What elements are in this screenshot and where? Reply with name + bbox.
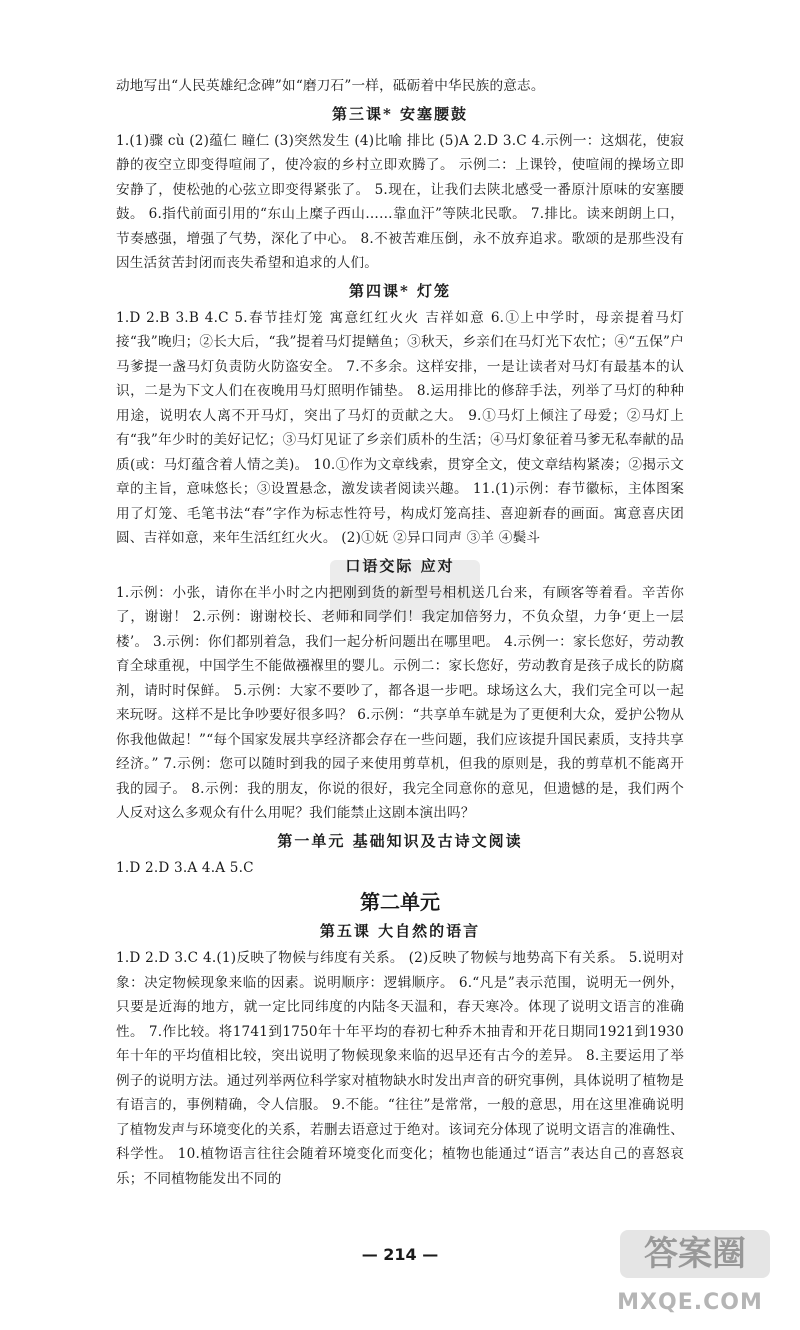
answer-paragraph: 1.D 2.B 3.B 4.C 5.春节挂灯笼 寓意红红火火 吉祥如意 6.①上中学时，母亲提着马灯接“我”晚归；②长大后，“我”提着马灯提鳝鱼；③秋天，乡亲们在马灯光下农忙；④“五保”户马爹提一盏马灯负责防火防盗安全。 7.不多余。这样安排，一是让读者对马灯有最基本的认识，二是为下文人们在夜晚用马灯照明作铺垫。 8.运用排比的修辞手法，列举了马灯的种种用途，说明农人离不开马灯，突出了马灯的贡献之大。 9.①马灯上倾注了母爱；②马灯上有“我”年少时的美好记忆；③马灯见证了乡亲们质朴的生活；④马灯象征着马爹无私奉献的品质(或：马灯蕴含着人情之美)。 10.①作为文章线索，贯穿全文，使文章结构紧凑；②揭示文章的主旨，意味悠长；③设置悬念，激发读者阅读兴趣。 11.(1)示例：春节徽标，主体图案用了灯笼、毛笔书法“春”字作为标志性符号，构成灯笼高挂、喜迎新春的画面。寓意喜庆团圆、吉祥如意，来年生活红红火火。 (2)①妩 ②异口同声 ③羊 ④鬓斗 <box>116 309 684 546</box>
lesson-heading: 第五课 大自然的语言 <box>319 922 481 940</box>
answer-paragraph: 1.(1)骤 cù (2)蕴仁 瞳仁 (3)突然发生 (4)比喻 排比 (5)A 2.D 3.C 4.示例一：这烟花，使寂静的夜空立即变得喧闹了，使冷寂的乡村立即欢腾了。 示例二：上课铃，使喧闹的操场立即安静了，使松弛的心弦立即变得紧张了。 5.现在，让我们去陕北感受一番原汁原味的安塞腰鼓。 6.指代前面引用的“东山上糜子西山……靠血汗”等陕北民歌。 7.排比。读来朗朗上口，节奏感强，增强了气势，深化了中心。 8.不被苦难压倒，永不放弃追求。歌颂的是那些没有因生活贫苦封闭而丧失希望和追求的人们。 <box>116 132 684 271</box>
answer-paragraph: 动地写出“人民英雄纪念碑”如“磨刀石”一样，砥砺着中华民族的意志。 <box>116 78 545 94</box>
lesson-heading: 口语交际 应对 <box>345 556 455 575</box>
page-number: — 214 — <box>361 1245 439 1264</box>
answer-content <box>116 74 684 1191</box>
answer-paragraph: 1.D 2.D 3.A 4.A 5.C <box>116 859 254 876</box>
lesson-heading: 第四课* 灯笼 <box>348 281 452 300</box>
lesson-heading: 第三课* 安塞腰鼓 <box>331 104 469 123</box>
lesson-heading: 第一单元 基础知识及古诗文阅读 <box>277 831 523 850</box>
watermark-url: MXQE.COM <box>617 1290 763 1315</box>
answer-paragraph: 1.D 2.D 3.C 4.(1)反映了物候与纬度有关系。 (2)反映了物候与地势高下有关系。 5.说明对象：决定物候现象来临的因素。说明顺序：逻辑顺序。 6.“凡是”表示范围，说明无一例外，只要是近海的地方，就一定比同纬度的内陆冬天温和，春天寒冷。体现了说明文语言的准确性。 7.作比较。将1741到1750年十年平均的春初七种乔木抽青和开花日期同1921到1930年十年的平均值相比较，突出说明了物候现象来临的迟早还有古今的差异。 8.主要运用了举例子的说明方法。通过列举两位科学家对植物缺水时发出声音的研究事例，具体说明了植物是有语言的，事例精确，令人信服。 9.不能。“往往”是常常，一般的意思，用在这里准确说明了植物发声与环境变化的关系，若删去语意过于绝对。该词充分体现了说明文语言的准确性、科学性。 10.植物语言往往会随着环境变化而变化；植物也能通过“语言”表达自己的喜怒哀乐；不同植物能发出不同的 <box>116 950 684 1187</box>
unit-heading: 第二单元 <box>360 890 440 914</box>
watermark-logo: 答案圈 <box>620 1230 770 1278</box>
answer-paragraph: 1.示例：小张，请你在半小时之内把刚到货的新型号相机送几台来，有顾客等着看。辛苦你了，谢谢！ 2.示例：谢谢校长、老师和同学们！我定加倍努力，不负众望，力争‘更上一层楼’。 3.示例：你们都别着急，我们一起分析问题出在哪里吧。 4.示例一：家长您好，劳动教育全球重视，中国学生不能做襁褓里的婴儿。示例二：家长您好，劳动教育是孩子成长的防腐剂，请时时保鲜。 5.示例：大家不要吵了，都各退一步吧。球场这么大，我们完全可以一起来玩呀。这样不是比争吵要好很多吗？ 6.示例：“共享单车就是为了更便利大众，爱护公物从你我他做起！”“每个国家发展共享经济都会存在一些问题，我们应该提升国民素质，支持共享经济。” 7.示例：您可以随时到我的园子来使用剪草机，但我的原则是，我的剪草机不能离开我的园子。 8.示例：我的朋友，你说的很好，我完全同意你的意见，但遗憾的是，我们两个人反对这么多观众有什么用呢？我们能禁止这剧本演出吗？ <box>116 584 684 821</box>
